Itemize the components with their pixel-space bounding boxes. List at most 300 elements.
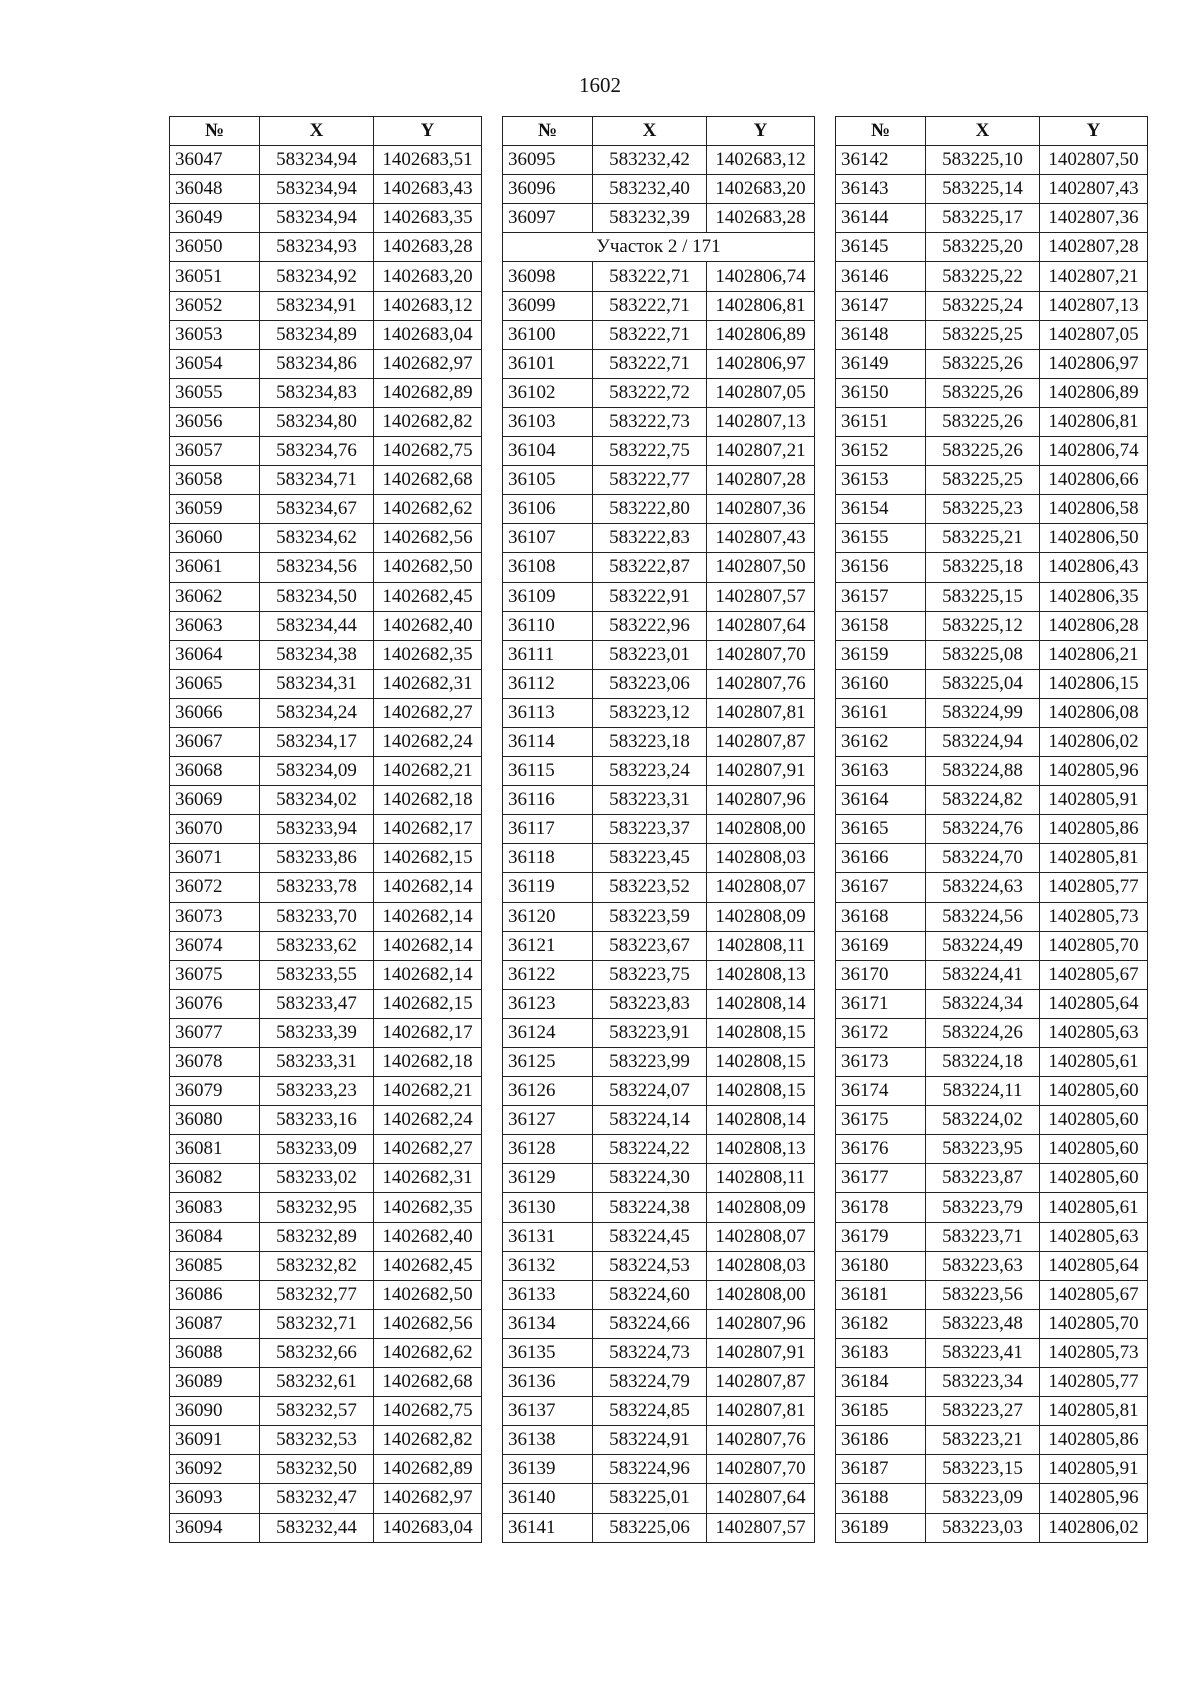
y-coordinate: 1402807,57 bbox=[707, 582, 815, 611]
table-row bbox=[836, 1164, 1148, 1193]
point-number: 36116 bbox=[503, 786, 593, 815]
x-coordinate: 583224,66 bbox=[593, 1309, 707, 1338]
x-coordinate: 583224,45 bbox=[593, 1222, 707, 1251]
point-number: 36048 bbox=[170, 175, 260, 204]
x-coordinate: 583224,70 bbox=[926, 844, 1040, 873]
x-coordinate: 583223,01 bbox=[593, 640, 707, 669]
table-row bbox=[170, 1309, 482, 1338]
table-row bbox=[836, 1280, 1148, 1309]
x-coordinate: 583233,02 bbox=[260, 1164, 374, 1193]
y-coordinate: 1402808,00 bbox=[707, 815, 815, 844]
y-coordinate: 1402808,00 bbox=[707, 1280, 815, 1309]
y-coordinate: 1402807,13 bbox=[1040, 291, 1148, 320]
point-number: 36154 bbox=[836, 495, 926, 524]
y-coordinate: 1402808,09 bbox=[707, 902, 815, 931]
x-coordinate: 583233,55 bbox=[260, 960, 374, 989]
x-coordinate: 583225,04 bbox=[926, 669, 1040, 698]
x-coordinate: 583232,77 bbox=[260, 1280, 374, 1309]
x-coordinate: 583224,53 bbox=[593, 1251, 707, 1280]
table-row bbox=[170, 1338, 482, 1367]
y-coordinate: 1402807,57 bbox=[707, 1513, 815, 1542]
x-coordinate: 583225,26 bbox=[926, 407, 1040, 436]
table-row bbox=[503, 698, 815, 727]
y-coordinate: 1402683,12 bbox=[707, 146, 815, 175]
table-row bbox=[836, 378, 1148, 407]
point-number: 36174 bbox=[836, 1077, 926, 1106]
y-coordinate: 1402806,74 bbox=[707, 262, 815, 291]
table-row bbox=[503, 1222, 815, 1251]
y-coordinate: 1402805,73 bbox=[1040, 902, 1148, 931]
x-coordinate: 583234,76 bbox=[260, 437, 374, 466]
y-coordinate: 1402806,89 bbox=[707, 320, 815, 349]
y-coordinate: 1402806,89 bbox=[1040, 378, 1148, 407]
table-row bbox=[836, 582, 1148, 611]
point-number: 36134 bbox=[503, 1309, 593, 1338]
x-coordinate: 583234,67 bbox=[260, 495, 374, 524]
x-coordinate: 583222,87 bbox=[593, 553, 707, 582]
table-row bbox=[503, 611, 815, 640]
point-number: 36047 bbox=[170, 146, 260, 175]
table-row bbox=[836, 611, 1148, 640]
y-coordinate: 1402682,18 bbox=[374, 786, 482, 815]
point-number: 36096 bbox=[503, 175, 593, 204]
x-coordinate: 583234,89 bbox=[260, 320, 374, 349]
table-row bbox=[503, 873, 815, 902]
x-coordinate: 583224,34 bbox=[926, 989, 1040, 1018]
point-number: 36187 bbox=[836, 1455, 926, 1484]
x-coordinate: 583223,71 bbox=[926, 1222, 1040, 1251]
y-coordinate: 1402806,35 bbox=[1040, 582, 1148, 611]
point-number: 36052 bbox=[170, 291, 260, 320]
point-number: 36172 bbox=[836, 1018, 926, 1047]
y-coordinate: 1402807,91 bbox=[707, 1338, 815, 1367]
x-coordinate: 583234,94 bbox=[260, 175, 374, 204]
point-number: 36082 bbox=[170, 1164, 260, 1193]
y-coordinate: 1402805,60 bbox=[1040, 1077, 1148, 1106]
x-coordinate: 583232,61 bbox=[260, 1368, 374, 1397]
table-row bbox=[170, 1251, 482, 1280]
x-coordinate: 583225,15 bbox=[926, 582, 1040, 611]
x-coordinate: 583225,06 bbox=[593, 1513, 707, 1542]
table-row bbox=[503, 146, 815, 175]
y-coordinate: 1402806,21 bbox=[1040, 640, 1148, 669]
x-coordinate: 583223,06 bbox=[593, 669, 707, 698]
x-coordinate: 583223,09 bbox=[926, 1484, 1040, 1513]
y-coordinate: 1402807,96 bbox=[707, 786, 815, 815]
table-row bbox=[836, 786, 1148, 815]
point-number: 36189 bbox=[836, 1513, 926, 1542]
y-coordinate: 1402682,17 bbox=[374, 1018, 482, 1047]
y-coordinate: 1402807,36 bbox=[1040, 204, 1148, 233]
x-coordinate: 583225,26 bbox=[926, 437, 1040, 466]
table-row bbox=[170, 349, 482, 378]
point-number: 36132 bbox=[503, 1251, 593, 1280]
x-coordinate: 583234,94 bbox=[260, 146, 374, 175]
point-number: 36178 bbox=[836, 1193, 926, 1222]
table-row bbox=[503, 1338, 815, 1367]
table-row bbox=[170, 1368, 482, 1397]
table-row bbox=[503, 931, 815, 960]
table-row bbox=[503, 524, 815, 553]
section-row bbox=[503, 233, 815, 262]
page-number: 1602 bbox=[579, 73, 621, 97]
table-row bbox=[836, 349, 1148, 378]
point-number: 36058 bbox=[170, 466, 260, 495]
y-coordinate: 1402683,51 bbox=[374, 146, 482, 175]
y-coordinate: 1402682,82 bbox=[374, 407, 482, 436]
table-row bbox=[503, 902, 815, 931]
point-number: 36152 bbox=[836, 437, 926, 466]
table-row bbox=[170, 640, 482, 669]
point-number: 36177 bbox=[836, 1164, 926, 1193]
y-coordinate: 1402807,43 bbox=[707, 524, 815, 553]
y-coordinate: 1402808,07 bbox=[707, 1222, 815, 1251]
x-coordinate: 583234,56 bbox=[260, 553, 374, 582]
table-row bbox=[503, 1193, 815, 1222]
point-number: 36155 bbox=[836, 524, 926, 553]
y-coordinate: 1402805,96 bbox=[1040, 1484, 1148, 1513]
y-coordinate: 1402806,81 bbox=[1040, 407, 1148, 436]
point-number: 36126 bbox=[503, 1077, 593, 1106]
point-number: 36062 bbox=[170, 582, 260, 611]
point-number: 36077 bbox=[170, 1018, 260, 1047]
y-coordinate: 1402683,04 bbox=[374, 320, 482, 349]
y-coordinate: 1402805,96 bbox=[1040, 757, 1148, 786]
point-number: 36188 bbox=[836, 1484, 926, 1513]
point-number: 36054 bbox=[170, 349, 260, 378]
table-row bbox=[170, 698, 482, 727]
point-number: 36145 bbox=[836, 233, 926, 262]
y-coordinate: 1402683,12 bbox=[374, 291, 482, 320]
x-coordinate: 583225,17 bbox=[926, 204, 1040, 233]
point-number: 36142 bbox=[836, 146, 926, 175]
x-coordinate: 583224,30 bbox=[593, 1164, 707, 1193]
y-coordinate: 1402805,67 bbox=[1040, 960, 1148, 989]
y-coordinate: 1402806,02 bbox=[1040, 1513, 1148, 1542]
x-coordinate: 583234,50 bbox=[260, 582, 374, 611]
x-coordinate: 583225,26 bbox=[926, 349, 1040, 378]
point-number: 36183 bbox=[836, 1338, 926, 1367]
y-coordinate: 1402808,03 bbox=[707, 844, 815, 873]
y-coordinate: 1402808,13 bbox=[707, 960, 815, 989]
y-coordinate: 1402805,77 bbox=[1040, 873, 1148, 902]
point-number: 36049 bbox=[170, 204, 260, 233]
table-row bbox=[170, 378, 482, 407]
table-row bbox=[503, 291, 815, 320]
point-number: 36108 bbox=[503, 553, 593, 582]
y-coordinate: 1402808,11 bbox=[707, 931, 815, 960]
point-number: 36136 bbox=[503, 1368, 593, 1397]
table-row bbox=[170, 1222, 482, 1251]
point-number: 36067 bbox=[170, 727, 260, 756]
y-coordinate: 1402682,14 bbox=[374, 902, 482, 931]
table-row bbox=[170, 1280, 482, 1309]
x-coordinate: 583223,87 bbox=[926, 1164, 1040, 1193]
y-coordinate: 1402806,02 bbox=[1040, 727, 1148, 756]
point-number: 36161 bbox=[836, 698, 926, 727]
x-coordinate: 583224,56 bbox=[926, 902, 1040, 931]
point-number: 36167 bbox=[836, 873, 926, 902]
point-number: 36088 bbox=[170, 1338, 260, 1367]
table-row bbox=[170, 902, 482, 931]
point-number: 36070 bbox=[170, 815, 260, 844]
point-number: 36115 bbox=[503, 757, 593, 786]
point-number: 36074 bbox=[170, 931, 260, 960]
x-coordinate: 583224,02 bbox=[926, 1106, 1040, 1135]
x-coordinate: 583225,23 bbox=[926, 495, 1040, 524]
point-number: 36113 bbox=[503, 698, 593, 727]
table-row bbox=[503, 466, 815, 495]
table-row bbox=[503, 815, 815, 844]
table-row bbox=[170, 611, 482, 640]
y-coordinate: 1402806,74 bbox=[1040, 437, 1148, 466]
point-number: 36131 bbox=[503, 1222, 593, 1251]
x-coordinate: 583222,77 bbox=[593, 466, 707, 495]
x-coordinate: 583232,89 bbox=[260, 1222, 374, 1251]
y-coordinate: 1402682,18 bbox=[374, 1048, 482, 1077]
x-coordinate: 583232,42 bbox=[593, 146, 707, 175]
y-coordinate: 1402805,70 bbox=[1040, 931, 1148, 960]
x-coordinate: 583222,71 bbox=[593, 349, 707, 378]
point-number: 36078 bbox=[170, 1048, 260, 1077]
point-number: 36084 bbox=[170, 1222, 260, 1251]
table-row bbox=[170, 960, 482, 989]
table-row bbox=[503, 669, 815, 698]
x-coordinate: 583233,78 bbox=[260, 873, 374, 902]
point-number: 36156 bbox=[836, 553, 926, 582]
table-row bbox=[170, 175, 482, 204]
table-row bbox=[836, 844, 1148, 873]
table-row bbox=[836, 1106, 1148, 1135]
x-coordinate: 583224,82 bbox=[926, 786, 1040, 815]
point-number: 36081 bbox=[170, 1135, 260, 1164]
point-number: 36103 bbox=[503, 407, 593, 436]
table-row bbox=[836, 524, 1148, 553]
x-coordinate: 583233,94 bbox=[260, 815, 374, 844]
point-number: 36063 bbox=[170, 611, 260, 640]
header-x: X bbox=[926, 117, 1040, 146]
table-row bbox=[503, 204, 815, 233]
x-coordinate: 583225,21 bbox=[926, 524, 1040, 553]
point-number: 36166 bbox=[836, 844, 926, 873]
y-coordinate: 1402808,14 bbox=[707, 989, 815, 1018]
x-coordinate: 583233,47 bbox=[260, 989, 374, 1018]
table-row bbox=[503, 727, 815, 756]
point-number: 36182 bbox=[836, 1309, 926, 1338]
y-coordinate: 1402807,21 bbox=[707, 437, 815, 466]
y-coordinate: 1402807,28 bbox=[1040, 233, 1148, 262]
y-coordinate: 1402682,15 bbox=[374, 844, 482, 873]
x-coordinate: 583233,62 bbox=[260, 931, 374, 960]
point-number: 36119 bbox=[503, 873, 593, 902]
table-row bbox=[836, 262, 1148, 291]
y-coordinate: 1402682,40 bbox=[374, 1222, 482, 1251]
table-row bbox=[170, 524, 482, 553]
table-row bbox=[836, 553, 1148, 582]
y-coordinate: 1402806,81 bbox=[707, 291, 815, 320]
point-number: 36158 bbox=[836, 611, 926, 640]
table-row bbox=[170, 815, 482, 844]
x-coordinate: 583223,56 bbox=[926, 1280, 1040, 1309]
x-coordinate: 583223,12 bbox=[593, 698, 707, 727]
y-coordinate: 1402805,70 bbox=[1040, 1309, 1148, 1338]
y-coordinate: 1402682,14 bbox=[374, 960, 482, 989]
y-coordinate: 1402682,17 bbox=[374, 815, 482, 844]
y-coordinate: 1402805,86 bbox=[1040, 1426, 1148, 1455]
table-row bbox=[503, 1455, 815, 1484]
x-coordinate: 583225,12 bbox=[926, 611, 1040, 640]
y-coordinate: 1402682,45 bbox=[374, 1251, 482, 1280]
point-number: 36090 bbox=[170, 1397, 260, 1426]
x-coordinate: 583222,71 bbox=[593, 291, 707, 320]
y-coordinate: 1402807,50 bbox=[707, 553, 815, 582]
y-coordinate: 1402682,24 bbox=[374, 727, 482, 756]
point-number: 36104 bbox=[503, 437, 593, 466]
y-coordinate: 1402807,64 bbox=[707, 611, 815, 640]
table-row bbox=[836, 146, 1148, 175]
table-row bbox=[836, 757, 1148, 786]
table-row bbox=[836, 931, 1148, 960]
table-row bbox=[503, 786, 815, 815]
x-coordinate: 583232,57 bbox=[260, 1397, 374, 1426]
point-number: 36128 bbox=[503, 1135, 593, 1164]
point-number: 36150 bbox=[836, 378, 926, 407]
table-row bbox=[503, 1106, 815, 1135]
y-coordinate: 1402682,21 bbox=[374, 757, 482, 786]
table-row bbox=[503, 1309, 815, 1338]
x-coordinate: 583224,73 bbox=[593, 1338, 707, 1367]
x-coordinate: 583234,91 bbox=[260, 291, 374, 320]
table-row bbox=[170, 262, 482, 291]
point-number: 36149 bbox=[836, 349, 926, 378]
point-number: 36073 bbox=[170, 902, 260, 931]
point-number: 36075 bbox=[170, 960, 260, 989]
table-row bbox=[836, 1018, 1148, 1047]
x-coordinate: 583222,72 bbox=[593, 378, 707, 407]
x-coordinate: 583233,86 bbox=[260, 844, 374, 873]
x-coordinate: 583223,63 bbox=[926, 1251, 1040, 1280]
y-coordinate: 1402805,60 bbox=[1040, 1164, 1148, 1193]
table-row bbox=[503, 320, 815, 349]
table-row bbox=[170, 291, 482, 320]
table-row bbox=[170, 669, 482, 698]
point-number: 36153 bbox=[836, 466, 926, 495]
point-number: 36125 bbox=[503, 1048, 593, 1077]
x-coordinate: 583234,17 bbox=[260, 727, 374, 756]
y-coordinate: 1402807,70 bbox=[707, 1455, 815, 1484]
x-coordinate: 583225,14 bbox=[926, 175, 1040, 204]
x-coordinate: 583224,07 bbox=[593, 1077, 707, 1106]
table-row bbox=[503, 1397, 815, 1426]
table-row bbox=[836, 1135, 1148, 1164]
point-number: 36065 bbox=[170, 669, 260, 698]
table-row bbox=[170, 873, 482, 902]
point-number: 36057 bbox=[170, 437, 260, 466]
x-coordinate: 583234,09 bbox=[260, 757, 374, 786]
point-number: 36097 bbox=[503, 204, 593, 233]
x-coordinate: 583223,48 bbox=[926, 1309, 1040, 1338]
point-number: 36069 bbox=[170, 786, 260, 815]
table-row bbox=[170, 437, 482, 466]
table-row bbox=[836, 815, 1148, 844]
table-row bbox=[170, 727, 482, 756]
y-coordinate: 1402807,96 bbox=[707, 1309, 815, 1338]
x-coordinate: 583233,09 bbox=[260, 1135, 374, 1164]
point-number: 36157 bbox=[836, 582, 926, 611]
x-coordinate: 583224,22 bbox=[593, 1135, 707, 1164]
table-row bbox=[503, 553, 815, 582]
table-row bbox=[836, 204, 1148, 233]
x-coordinate: 583232,40 bbox=[593, 175, 707, 204]
y-coordinate: 1402682,21 bbox=[374, 1077, 482, 1106]
point-number: 36079 bbox=[170, 1077, 260, 1106]
x-coordinate: 583223,37 bbox=[593, 815, 707, 844]
table-row bbox=[836, 1222, 1148, 1251]
y-coordinate: 1402805,81 bbox=[1040, 1397, 1148, 1426]
table-row bbox=[836, 960, 1148, 989]
point-number: 36121 bbox=[503, 931, 593, 960]
y-coordinate: 1402683,04 bbox=[374, 1513, 482, 1542]
table-row bbox=[836, 989, 1148, 1018]
x-coordinate: 583223,15 bbox=[926, 1455, 1040, 1484]
x-coordinate: 583222,71 bbox=[593, 262, 707, 291]
table-row bbox=[836, 320, 1148, 349]
y-coordinate: 1402807,91 bbox=[707, 757, 815, 786]
x-coordinate: 583234,24 bbox=[260, 698, 374, 727]
y-coordinate: 1402806,58 bbox=[1040, 495, 1148, 524]
y-coordinate: 1402805,91 bbox=[1040, 786, 1148, 815]
table-row bbox=[836, 1513, 1148, 1542]
x-coordinate: 583223,27 bbox=[926, 1397, 1040, 1426]
y-coordinate: 1402682,62 bbox=[374, 1338, 482, 1367]
y-coordinate: 1402682,68 bbox=[374, 1368, 482, 1397]
table-row bbox=[170, 757, 482, 786]
table-row bbox=[836, 233, 1148, 262]
y-coordinate: 1402682,27 bbox=[374, 1135, 482, 1164]
y-coordinate: 1402807,28 bbox=[707, 466, 815, 495]
x-coordinate: 583224,94 bbox=[926, 727, 1040, 756]
point-number: 36185 bbox=[836, 1397, 926, 1426]
coordinates-table-2 bbox=[502, 116, 815, 1543]
table-row bbox=[503, 757, 815, 786]
x-coordinate: 583223,95 bbox=[926, 1135, 1040, 1164]
table-row bbox=[170, 553, 482, 582]
point-number: 36064 bbox=[170, 640, 260, 669]
x-coordinate: 583222,71 bbox=[593, 320, 707, 349]
x-coordinate: 583225,26 bbox=[926, 378, 1040, 407]
x-coordinate: 583223,75 bbox=[593, 960, 707, 989]
point-number: 36133 bbox=[503, 1280, 593, 1309]
table-row bbox=[503, 1484, 815, 1513]
header-x: X bbox=[593, 117, 707, 146]
y-coordinate: 1402682,40 bbox=[374, 611, 482, 640]
point-number: 36060 bbox=[170, 524, 260, 553]
table-row bbox=[836, 640, 1148, 669]
table-row bbox=[503, 1368, 815, 1397]
point-number: 36184 bbox=[836, 1368, 926, 1397]
section-label: Участок 2 / 171 bbox=[503, 233, 815, 262]
y-coordinate: 1402682,56 bbox=[374, 1309, 482, 1338]
y-coordinate: 1402682,97 bbox=[374, 1484, 482, 1513]
x-coordinate: 583223,99 bbox=[593, 1048, 707, 1077]
table-row bbox=[170, 1048, 482, 1077]
x-coordinate: 583224,76 bbox=[926, 815, 1040, 844]
x-coordinate: 583233,70 bbox=[260, 902, 374, 931]
point-number: 36129 bbox=[503, 1164, 593, 1193]
y-coordinate: 1402806,43 bbox=[1040, 553, 1148, 582]
y-coordinate: 1402808,07 bbox=[707, 873, 815, 902]
table-row bbox=[170, 844, 482, 873]
